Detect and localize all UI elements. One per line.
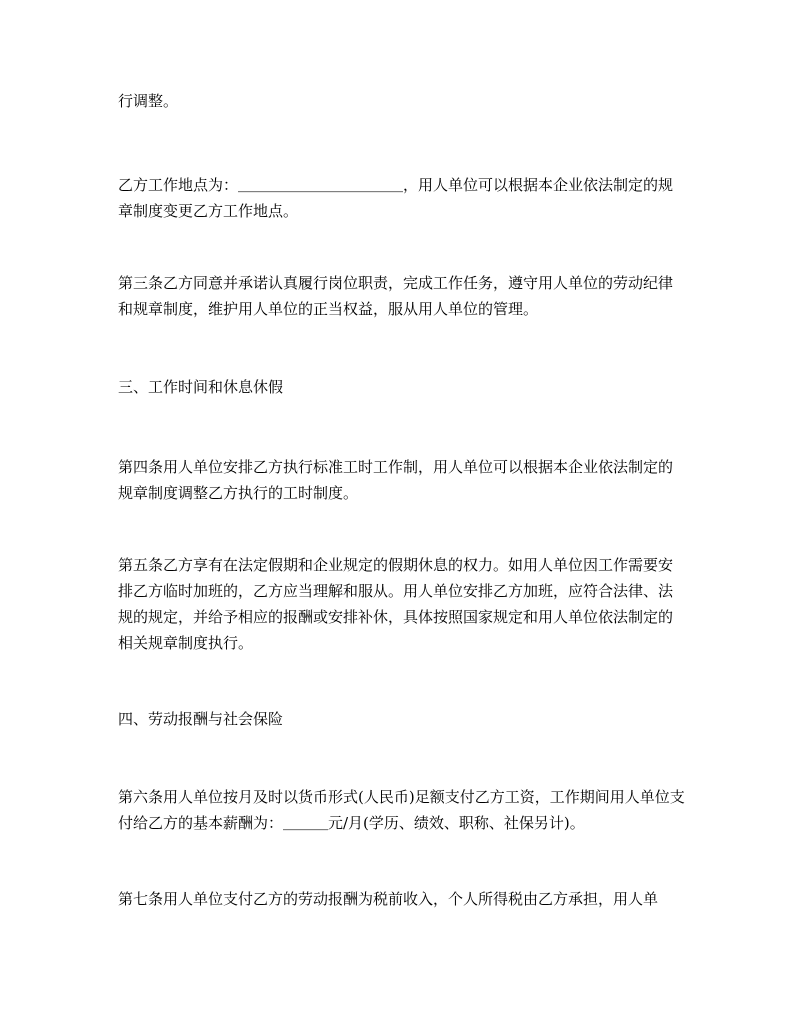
paragraph-article-5: 第五条乙方享有在法定假期和企业规定的假期休息的权力。如用人单位因工作需要安排乙方临时加班的，乙方应当理解和服从。用人单位安排乙方加班，应符合法律、法规的规定，并给予相应的报酬或安排补休，具体按照国家规定和用人单位依法制定的相关规章制度执行。 — [118, 556, 674, 652]
paragraph-article-3: 第三条乙方同意并承诺认真履行岗位职责，完成工作任务，遵守用人单位的劳动纪律和规章制度，维护用人单位的正当权益，服从用人单位的管理。 — [118, 274, 674, 318]
section-heading-work-hours: 三、工作时间和休息休假 — [118, 378, 284, 396]
paragraph-work-location: 乙方工作地点为：＿＿＿＿＿＿＿＿＿＿＿，用人单位可以根据本企业依法制定的规章制度变更乙方工作地点。 — [118, 176, 674, 220]
paragraph-article-7: 第七条用人单位支付乙方的劳动报酬为税前收入，个人所得税由乙方承担，用人单 — [118, 890, 659, 908]
paragraph-continuation: 行调整。 — [118, 92, 179, 110]
paragraph-article-4: 第四条用人单位安排乙方执行标准工时工作制，用人单位可以根据本企业依法制定的规章制度调整乙方执行的工时制度。 — [118, 458, 674, 502]
paragraph-article-6: 第六条用人单位按月及时以货币形式(人民币)足额支付乙方工资，工作期间用人单位支付给乙方的基本薪酬为：＿＿＿元/月(学历、绩效、职称、社保另计)。 — [118, 788, 685, 832]
section-heading-remuneration: 四、劳动报酬与社会保险 — [118, 710, 284, 728]
